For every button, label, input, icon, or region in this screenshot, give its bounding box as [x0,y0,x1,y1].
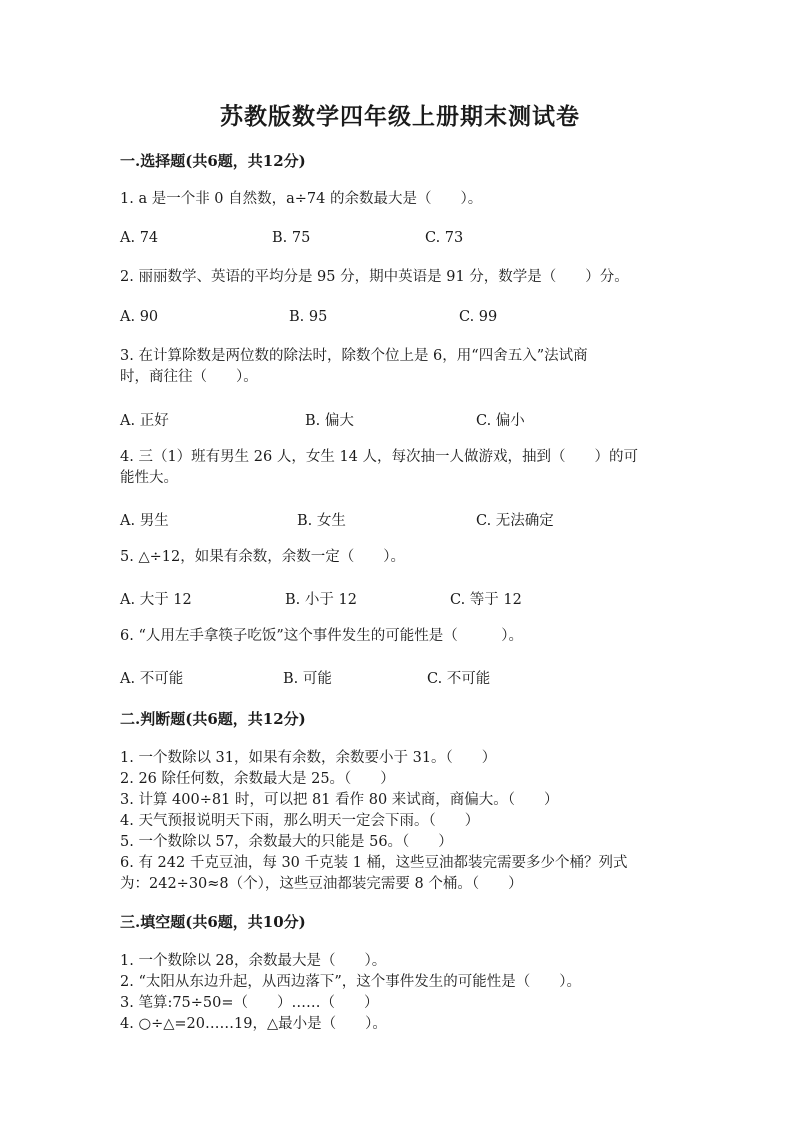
choice-2-option-c: C. 99 [459,309,498,325]
choice-question-3-line-2: 时，商往往（ ）。 [120,369,258,385]
judge-line-3: 3. 计算 400÷81 时，可以把 81 看作 80 来试商，商偏大。（ ） [120,792,559,808]
choice-2-option-b: B. 95 [289,309,328,325]
choice-3-option-a: A. 正好 [120,413,169,429]
fill-line-3: 3. 笔算:75÷50=（ ）……（ ） [120,995,379,1011]
judge-line-6: 6. 有 242 千克豆油，每 30 千克装 1 桶，这些豆油都装完需要多少个桶？列式 [120,855,628,871]
choice-question-6: 6. “人用左手拿筷子吃饭”这个事件发生的可能性是（ ）。 [120,628,524,644]
judge-line-1: 1. 一个数除以 31，如果有余数，余数要小于 31。（ ） [120,750,497,766]
choice-5-option-a: A. 大于 12 [120,592,192,608]
choice-6-option-c: C. 不可能 [427,671,491,687]
section-header-choice: 一.选择题(共6题，共12分) [120,152,306,170]
choice-3-option-c: C. 偏小 [476,413,525,429]
choice-question-4-line-1: 4. 三（1）班有男生 26 人，女生 14 人，每次抽一人做游戏，抽到（ ）的可 [120,449,639,465]
page-title: 苏教版数学四年级上册期末测试卷 [220,103,580,130]
choice-4-option-c: C. 无法确定 [476,513,554,529]
choice-question-5: 5. △÷12，如果有余数，余数一定（ ）。 [120,549,405,565]
fill-line-2: 2. “太阳从东边升起，从西边落下”，这个事件发生的可能性是（ ）。 [120,974,582,990]
choice-question-3-line-1: 3. 在计算除数是两位数的除法时，除数个位上是 6，用“四舍五入”法试商 [120,348,588,364]
fill-line-1: 1. 一个数除以 28，余数最大是（ ）。 [120,953,387,969]
choice-1-option-b: B. 75 [272,230,311,246]
judge-line-5: 5. 一个数除以 57，余数最大的只能是 56。（ ） [120,834,453,850]
choice-5-option-b: B. 小于 12 [285,592,357,608]
choice-6-option-a: A. 不可能 [120,671,184,687]
judge-line-6-cont: 为：242÷30≈8（个），这些豆油都装完需要 8 个桶。（ ） [120,876,523,892]
choice-question-2: 2. 丽丽数学、英语的平均分是 95 分，期中英语是 91 分，数学是（ ）分。 [120,269,629,285]
choice-4-option-b: B. 女生 [297,513,346,529]
choice-6-option-b: B. 可能 [283,671,332,687]
choice-question-4-line-2: 能性大。 [120,470,178,486]
choice-2-option-a: A. 90 [120,309,159,325]
choice-3-option-b: B. 偏大 [305,413,354,429]
judge-line-4: 4. 天气预报说明天下雨，那么明天一定会下雨。（ ） [120,813,480,829]
section-header-fill: 三.填空题(共6题，共10分) [120,913,306,931]
choice-1-option-a: A. 74 [120,230,159,246]
choice-question-1: 1. a 是一个非 0 自然数，a÷74 的余数最大是（ ）。 [120,191,483,207]
choice-5-option-c: C. 等于 12 [450,592,522,608]
section-header-judge: 二.判断题(共6题，共12分) [120,710,306,728]
fill-line-4: 4. ○÷△=20……19，△最小是（ ）。 [120,1016,387,1032]
judge-line-2: 2. 26 除任何数，余数最大是 25。（ ） [120,771,395,787]
choice-1-option-c: C. 73 [425,230,464,246]
choice-4-option-a: A. 男生 [120,513,169,529]
